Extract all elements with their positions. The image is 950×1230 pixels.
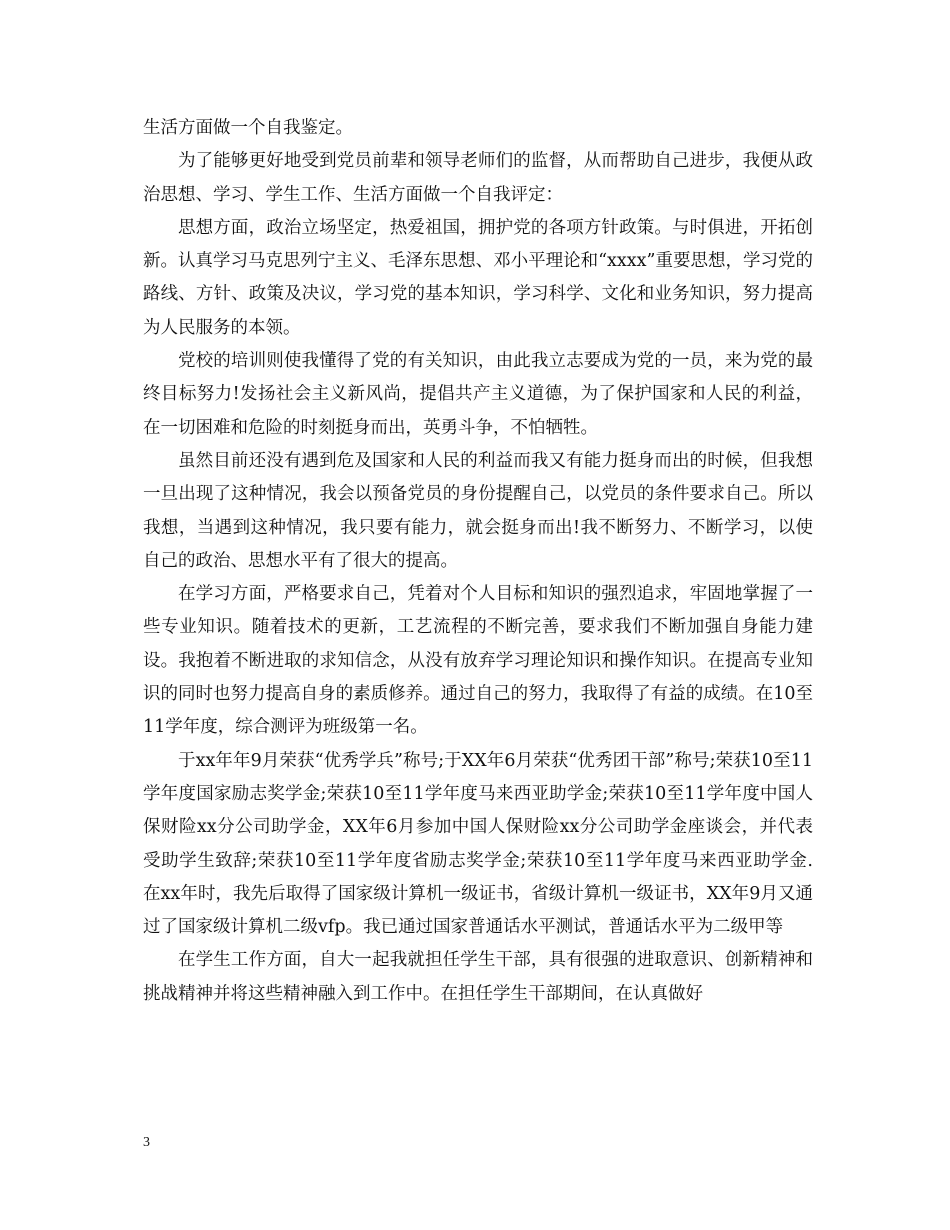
page-number: 3 — [143, 1135, 150, 1150]
paragraph-party-school: 党校的培训则使我懂得了党的有关知识，由此我立志要成为党的一员，来为党的最终目标努力!发扬社会主义新风尚，提倡共产主义道德，为了保护国家和人民的利益，在一切困难和危险的时刻挺身而出，英勇斗争，不怕牺牲。 — [143, 351, 813, 438]
paragraph-intro: 为了能够更好地受到党员前辈和领导老师们的监督，从而帮助自己进步，我便从政治思想、学习、学生工作、生活方面做一个自我评定： — [143, 151, 813, 205]
paragraph-continuation: 生活方面做一个自我鉴定。 — [143, 118, 353, 138]
paragraph-ideology: 思想方面，政治立场坚定，热爱祖国，拥护党的各项方针政策。与时俱进，开拓创新。认真学习马克思列宁主义、毛泽东思想、邓小平理论和“xxxx”重要思想，学习党的路线、方针、政策及决议，学习党的基本知识，学习科学、文化和业务知识，努力提高为人民服务的本领。 — [143, 217, 813, 338]
paragraph-study: 在学习方面，严格要求自己，凭着对个人目标和知识的强烈追求，牢固地掌握了一些专业知识。随着技术的更新，工艺流程的不断完善，要求我们不断加强自身能力建设。我抱着不断进取的求知信念，从没有放弃学习理论知识和操作知识。在提高专业知识的同时也努力提高自身的素质修养。通过自己的努力，我取得了有益的成绩。在10至11学年度，综合测评为班级第一名。 — [143, 584, 813, 738]
paragraph-student-work: 在学生工作方面，自大一起我就担任学生干部，具有很强的进取意识、创新精神和挑战精神并将这些精神融入到工作中。在担任学生干部期间，在认真做好 — [143, 950, 813, 1004]
paragraph-commitment: 虽然目前还没有遇到危及国家和人民的利益而我又有能力挺身而出的时候，但我想一旦出现了这种情况，我会以预备党员的身份提醒自己，以党员的条件要求自己。所以我想，当遇到这种情况，我只要有能力，就会挺身而出!我不断努力、不断学习，以使自己的政治、思想水平有了很大的提高。 — [143, 450, 813, 571]
paragraph-awards: 于xx年年9月荣获“优秀学兵”称号;于XX年6月荣获“优秀团干部”称号;荣获10至11学年度国家励志奖学金;荣获10至11学年度马来西亚助学金;荣获10至11学年度中国人保财险xx分公司助学金，XX年6月参加中国人保财险xx分公司助学金座谈会，并代表受助学生致辞;荣获10至11学年度省励志奖学金;荣获10至11学年度马来西亚助学金. 在xx年时，我先后取得了国家级计算机一级证书，省级计算机一级证书，XX年9月又通过了国家级计算机二级vfp。我已通过国家普通话水平测试，普通话水平为二级甲等 — [143, 750, 848, 938]
document-body — [143, 112, 848, 1011]
